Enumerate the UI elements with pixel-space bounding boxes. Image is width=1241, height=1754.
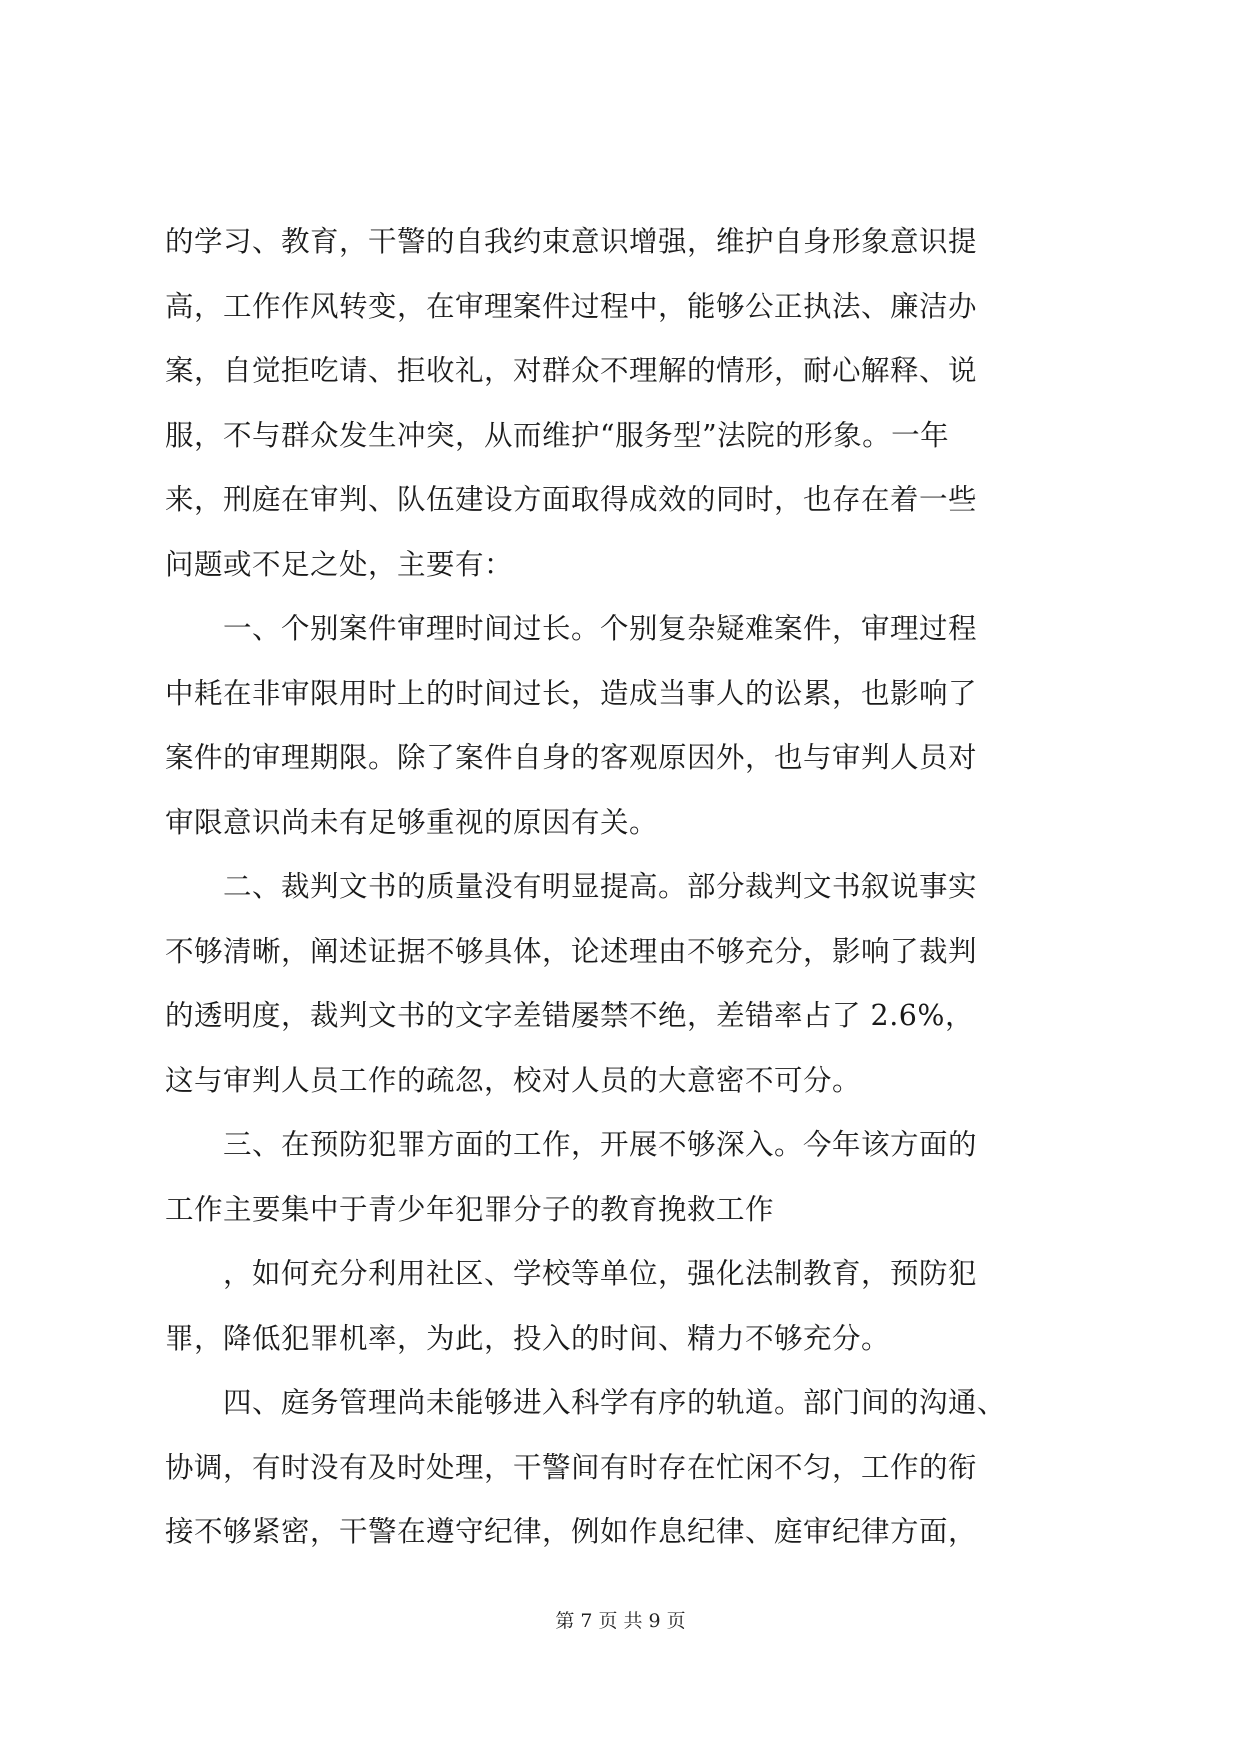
text-line: 这与审判人员工作的疏忽，校对人员的大意密不可分。 bbox=[165, 1063, 862, 1097]
text-line: 协调，有时没有及时处理，干警间有时存在忙闲不匀，工作的衔 bbox=[165, 1450, 978, 1484]
body-text bbox=[165, 222, 1080, 1577]
text-line: 罪，降低犯罪机率，为此，投入的时间、精力不够充分。 bbox=[165, 1321, 891, 1355]
text-line: 审限意识尚未有足够重视的原因有关。 bbox=[165, 805, 659, 839]
text-line: 四、庭务管理尚未能够进入科学有序的轨道。部门间的沟通、 bbox=[165, 1386, 1007, 1419]
text-line: 服，不与群众发生冲突，从而维护“服务型”法院的形象。一年 bbox=[165, 418, 950, 452]
text-line: 二、裁判文书的质量没有明显提高。部分裁判文书叙说事实 bbox=[165, 870, 978, 903]
text-line: ，如何充分利用社区、学校等单位，强化法制教育，预防犯 bbox=[165, 1257, 978, 1290]
text-line: 接不够紧密，干警在遵守纪律，例如作息纪律、庭审纪律方面， bbox=[165, 1515, 978, 1548]
text-line: 一、个别案件审理时间过长。个别复杂疑难案件，审理过程 bbox=[165, 612, 978, 645]
text-line: 的学习、教育，干警的自我约束意识增强，维护自身形象意识提 bbox=[165, 225, 978, 258]
text-line: 工作主要集中于青少年犯罪分子的教育挽救工作 bbox=[165, 1192, 775, 1226]
text-line: 高，工作作风转变，在审理案件过程中，能够公正执法、廉洁办 bbox=[165, 289, 978, 323]
text-line: 的透明度，裁判文书的文字差错屡禁不绝，差错率占了 2.6%， bbox=[165, 999, 974, 1032]
text-line: 不够清晰，阐述证据不够具体，论述理由不够充分，影响了裁判 bbox=[165, 934, 978, 968]
text-line: 问题或不足之处，主要有： bbox=[165, 547, 514, 581]
text-line: 三、在预防犯罪方面的工作，开展不够深入。今年该方面的 bbox=[165, 1128, 978, 1161]
text-line: 案件的审理期限。除了案件自身的客观原因外，也与审判人员对 bbox=[165, 741, 978, 774]
text-line: 来，刑庭在审判、队伍建设方面取得成效的同时，也存在着一些 bbox=[165, 483, 978, 516]
text-line: 中耗在非审限用时上的时间过长，造成当事人的讼累，也影响了 bbox=[165, 676, 978, 710]
text-line: 案，自觉拒吃请、拒收礼，对群众不理解的情形，耐心解释、说 bbox=[165, 354, 978, 387]
page-number-footer: 第 7 页 共 9 页 bbox=[555, 1610, 686, 1632]
